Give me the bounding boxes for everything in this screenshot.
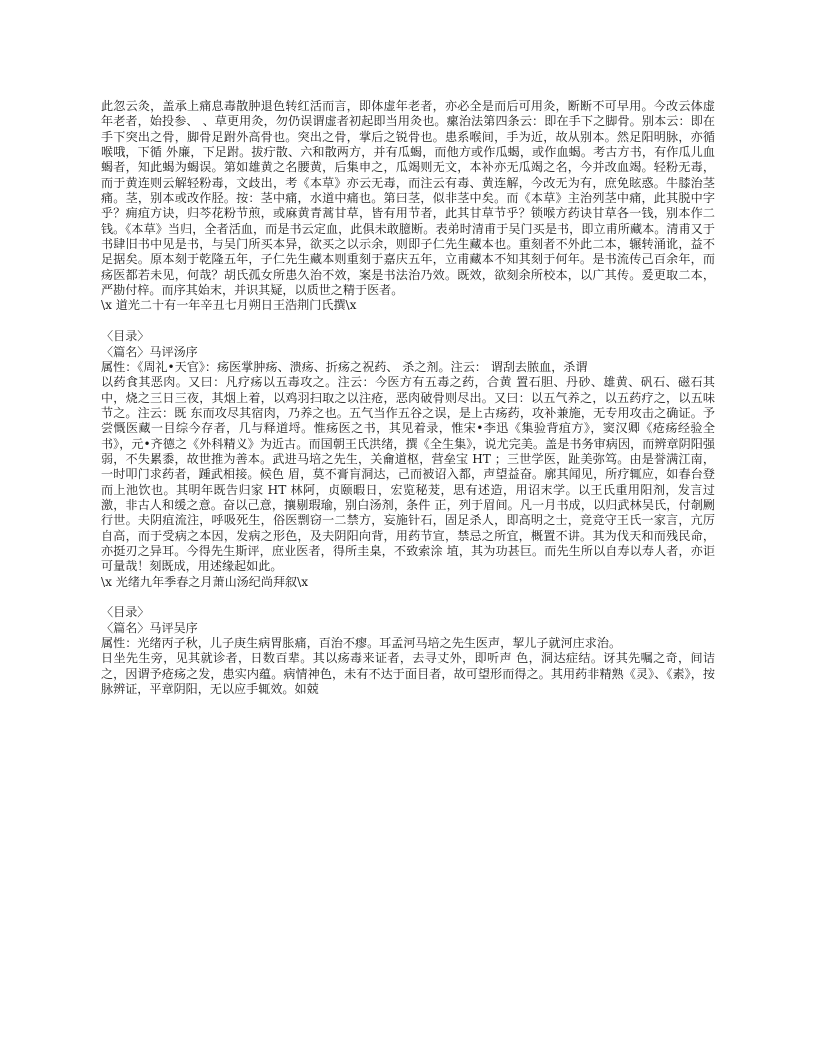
section-attribute bbox=[101, 360, 715, 375]
section-preface-ma-ping-tang bbox=[101, 329, 715, 590]
section-preface-ma-ping-wu bbox=[101, 605, 715, 697]
section-signature: \x 光绪九年季春之月萧山汤纪尚拜叙\x bbox=[101, 574, 309, 589]
attribute-text: 《周礼•天官》：疡医掌肿疡、溃疡、折疡之祝药、 杀之剂。注云： 谓刮去脓血，杀谓 bbox=[137, 359, 588, 374]
text-column bbox=[101, 99, 715, 697]
section-title-line bbox=[101, 345, 715, 360]
section-title-line bbox=[101, 621, 715, 636]
attribute-text: 光绪丙子秋，儿子庚生病胃胀痛，百治不瘳。耳孟河马培之先生医声，挈儿子就河庄求治。 bbox=[137, 636, 622, 651]
section-body: 日坐先生旁，见其就诊者，日数百辈。其以疡毒来证者，去寻丈外，即听声 色，洞达症结。讶其先嘱之奇，间诘之，因谓予疮疡之发，患实内蕴。病情神色，未有不达于面目者，故可望形而得之。其用药非精熟《灵》、《素》，按脉辨证，平章阴阳，无以应手辄效。如兢 bbox=[101, 651, 715, 697]
catalog-label: 〈目录〉 bbox=[101, 605, 150, 620]
section-body: 以药食其恶肉。又曰：凡疗疡以五毒攻之。注云：今医方有五毒之药，合黄 置石胆、丹砂、雄黄、矾石、磁石其中，烧之三日三夜，其烟上着，以鸡羽扫取之以注疮，恶肉破骨则尽出。又曰：以五气养之，以五药疗之，以五味节之。注云：既 东而攻尽其宿肉，乃养之也。五气当作五谷之误，是上古疡药，攻补兼施，无专用攻击之确证。予尝慨医藏一目综今存者，几与释道埒。惟疡医之书，其见着录，惟宋•李迅《集验背疽方》，窦汉卿《疮疡经验全书》，元•齐德之《外科精义》为近古。而国朝王氏洪绪，撰《全生集》，说尤完美。盖是书务审病因，而辨章阴阳强弱，不失累黍，故世推为善本。武进马培之先生，关龠道枢，营垒宝 HT ；三世学医，趾美弥笃。由是誉满江南，一时叩门求药者，踵武相接。候色 眉，莫不膏肓洞达，己而被诏入都，声望益奋。廓其闻见，所疗辄应，如春台登而上池饮也。其明年既告归家 HT 林阿，贞颐暇日，宏览秘茇，思有述造，用诏末学。以王氏重用阳剂，发言过激，非古人和缓之意。奋以己意，攘剔瑕瑜，别白汤剂，条件 正，列于眉间。凡一月书成，以归武林吴氏，付剞劂行世。夫阴疽流注，呼吸死生，俗医剽窃一二禁方，妄施针石，固足杀人，即高明之士，竞竞守王氏一家言，亢厉自高，而于受病之本因，发病之形色，及夫阴阳向背，用药节宣，禁忌之所宜，概置不讲。其为伐天和而残民命，亦挺刃之异耳。今得先生斯评，庶业医者，得所圭臬，不致索涂 埴，其为功甚巨。而先生所以自寿以寿人者，亦讵可量哉！刻既成，用述缘起如此。 bbox=[101, 375, 715, 574]
section-title: 马评汤序 bbox=[149, 344, 198, 359]
attribute-label: 属性： bbox=[101, 359, 138, 374]
section-body: 此忽云灸，盖承上痛息毒散肿退色转红活而言，即体虚年老者，亦必全是而后可用灸，断断不可早用。今改云体虚年老者，始投参、 、草更用灸，勿仍误谓虚者初起即当用灸也。瘰治法第四条云：即在手下之脚骨。别本云：即在手下突出之骨，脚骨足跗外高骨也。突出之骨，掌后之锐骨也。患系喉间，手为近，故从别本。然足阳明脉，亦循喉哦，下循 外廉，下足跗。拔疔散、六和散两方，并有瓜蝎，而他方或作瓜蝎，或作血蝎。考古方书，有作瓜儿血蝎者，知此蝎为蝎误。第如雄黄之名腰黄，后集申之，瓜竭则无文，本补亦无瓜竭之名，今并改血竭。轻粉无毒，而于黄连则云解轻粉毒，文歧出，考《本草》亦云无毒，而注云有毒、黄连解，今改无为有，庶免眩惑。牛膝治茎痛。茎，别本或改作胫。按：茎中痛，水道中痛也。第曰茎，似非茎中矣。而《本草》主治列茎中痛，此其脱中字乎？痈疽方诀，归芩花粉节煎，或麻黄青蒿甘草，皆有用节者，此其甘草节乎？锁喉方药诀甘草各一钱，别本作二钱。《本草》当归，全者活血，而是书云定血，此俱未敢臆断。表弟时清甫于吴门买是书，即立甫所藏本。清甫又于书肆旧书中见是书，与吴门所买本异，欲买之以示余，则即子仁先生藏本也。重刻者不外此二本，辗转涌讹，益不足据矣。原本刻于乾隆五年，子仁先生藏本则重刻于嘉庆五年，立甫藏本不知其刻于何年。是书流传己百余年，而疡医都若未见，何哉？胡氏孤女所患久治不效，案是书法治乃效。既效，欲刻余所校本，以广其传。爰更取二本，严勘付梓。而序其始末，并识其疑，以质世之精于医者。 bbox=[101, 99, 715, 298]
section-attribute bbox=[101, 636, 715, 651]
section-gap bbox=[101, 590, 715, 605]
section-signature: \x 道光二十有一年辛丑七月朔日王浩荆门氏撰\x bbox=[101, 298, 357, 313]
title-label: 〈篇名〉 bbox=[101, 344, 150, 359]
title-label: 〈篇名〉 bbox=[101, 620, 150, 635]
attribute-label: 属性： bbox=[101, 636, 138, 651]
catalog-label: 〈目录〉 bbox=[101, 329, 150, 344]
section-title: 马评吴序 bbox=[149, 620, 198, 635]
section-preface-wang-hao bbox=[101, 99, 715, 314]
section-gap bbox=[101, 314, 715, 329]
